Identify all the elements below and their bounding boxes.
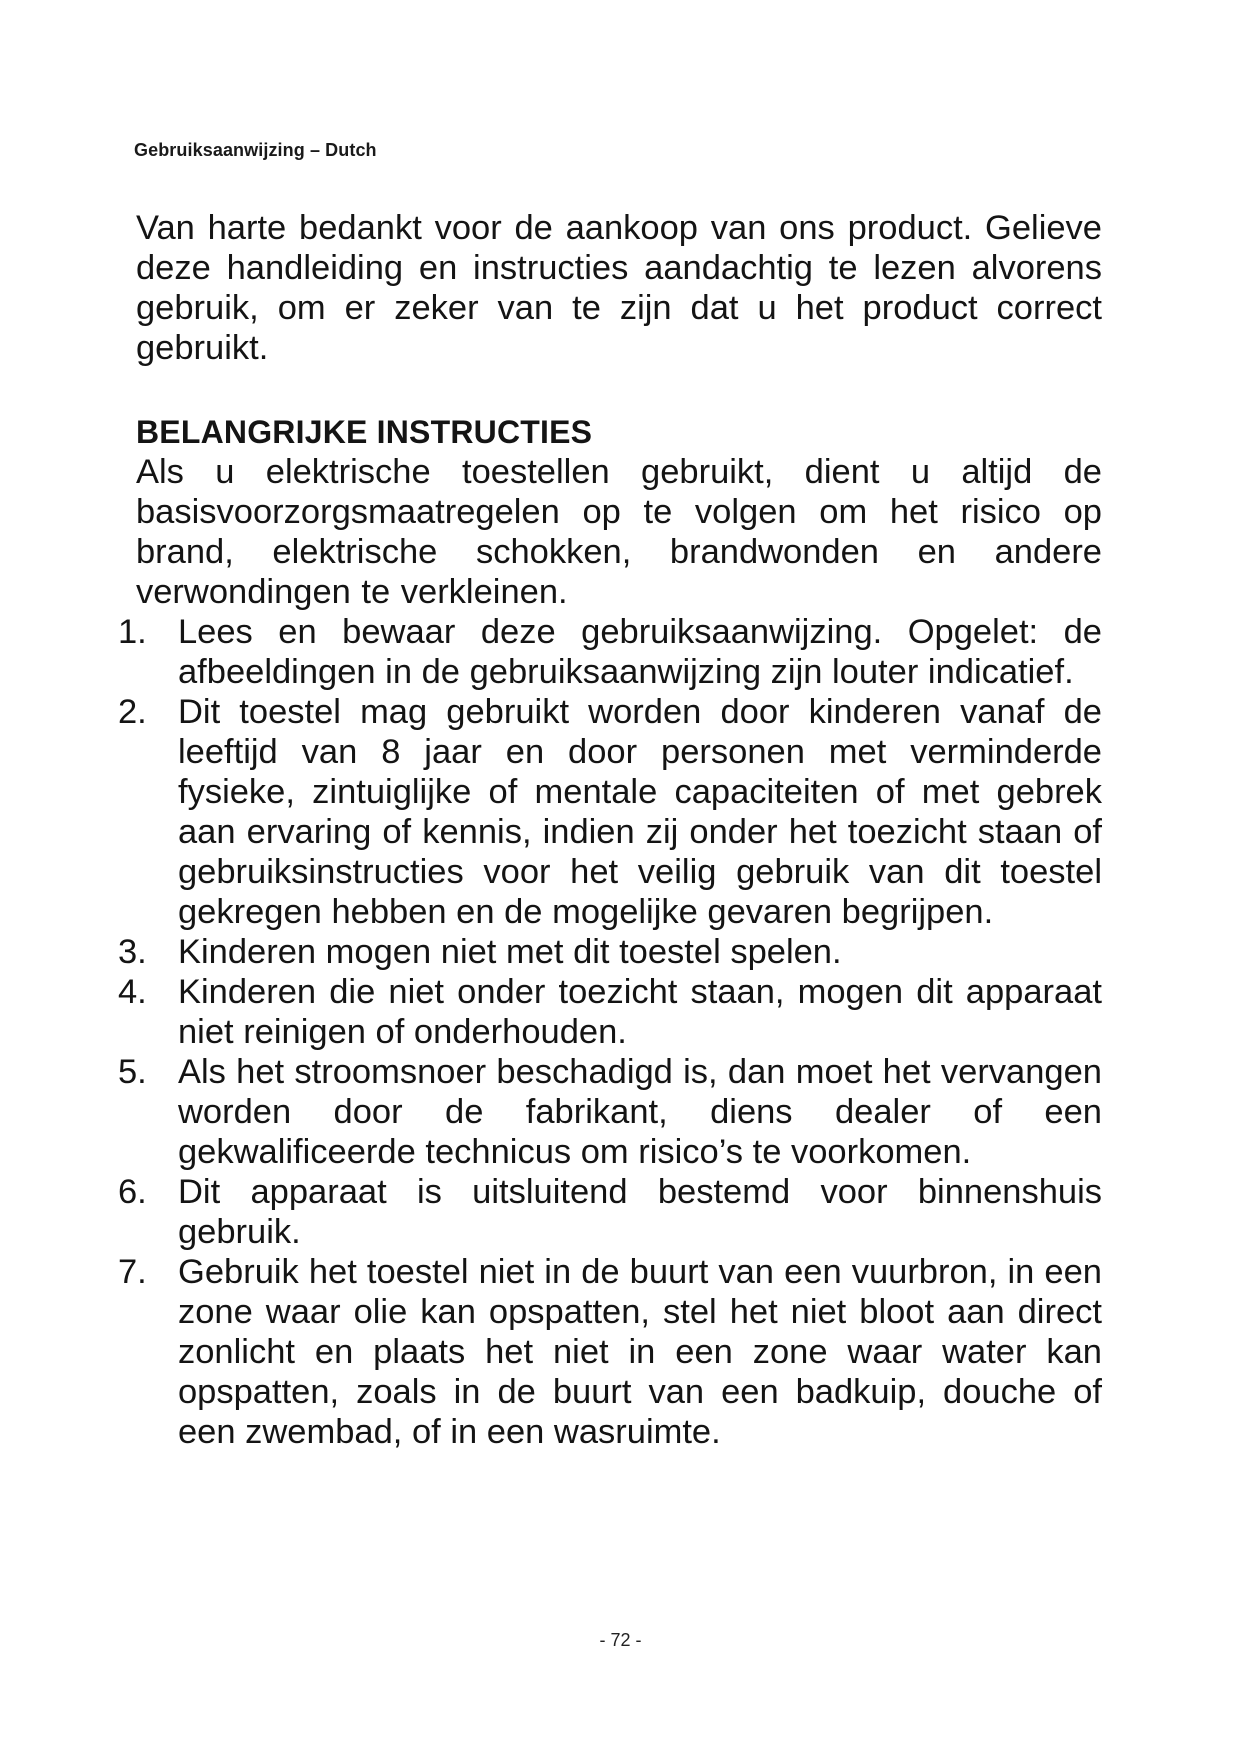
document-body [118, 208, 1102, 1452]
list-item-text: Als het stroomsnoer beschadigd is, dan moet het vervangen worden door de fabrikant, diens dealer of een gekwalificeerde technicus om risico’s te voorkomen. [178, 1053, 1102, 1171]
page-number: - 72 - [599, 1630, 642, 1650]
list-item-text: Kinderen mogen niet met dit toestel spelen. [178, 933, 842, 971]
instruction-list [118, 612, 1102, 1452]
list-item-number: 2. [118, 693, 147, 731]
list-item-text: Lees en bewaar deze gebruiksaanwijzing. Opgelet: de afbeeldingen in de gebruiksaanwijzing zijn louter indicatief. [178, 613, 1102, 691]
list-item [118, 932, 1102, 972]
section-heading: BELANGRIJKE INSTRUCTIES [136, 414, 593, 450]
list-item-text: Dit apparaat is uitsluitend bestemd voor binnenshuis gebruik. [178, 1173, 1102, 1251]
list-item-number: 7. [118, 1253, 147, 1291]
list-item-number: 5. [118, 1053, 147, 1091]
list-item-number: 1. [118, 613, 147, 651]
list-item [118, 692, 1102, 932]
section-paragraph: Als u elektrische toestellen gebruikt, dient u altijd de basisvoorzorgsmaatregelen op te volgen om het risico op brand, elektrische schokken, brandwonden en andere verwondingen te verkleinen. [136, 453, 1102, 611]
list-item-number: 4. [118, 973, 147, 1011]
list-item-text: Dit toestel mag gebruikt worden door kinderen vanaf de leeftijd van 8 jaar en door personen met verminderde fysieke, zintuiglijke of mentale capaciteiten of met gebrek aan ervaring of kennis, indien zij onder het toezicht staan of gebruiksinstructies voor het veilig gebruik van dit toestel gekregen hebben en de mogelijke gevaren begrijpen. [178, 693, 1102, 931]
intro-paragraph: Van harte bedankt voor de aankoop van ons product. Gelieve deze handleiding en instructies aandachtig te lezen alvorens gebruik, om er zeker van te zijn dat u het product correct gebruikt. [136, 209, 1102, 367]
list-item [118, 1052, 1102, 1172]
list-item-text: Gebruik het toestel niet in de buurt van een vuurbron, in een zone waar olie kan opspatten, stel het niet bloot aan direct zonlicht en plaats het niet in een zone waar water kan opspatten, zoals in de buurt van een badkuip, douche of een zwembad, of in een wasruimte. [178, 1253, 1102, 1451]
list-item-number: 3. [118, 933, 147, 971]
list-item [118, 1252, 1102, 1452]
list-item-text: Kinderen die niet onder toezicht staan, mogen dit apparaat niet reinigen of onderhouden. [178, 973, 1102, 1051]
list-item-number: 6. [118, 1173, 147, 1211]
document-header: Gebruiksaanwijzing – Dutch [134, 140, 377, 160]
list-item [118, 972, 1102, 1052]
list-item [118, 612, 1102, 692]
list-item [118, 1172, 1102, 1252]
